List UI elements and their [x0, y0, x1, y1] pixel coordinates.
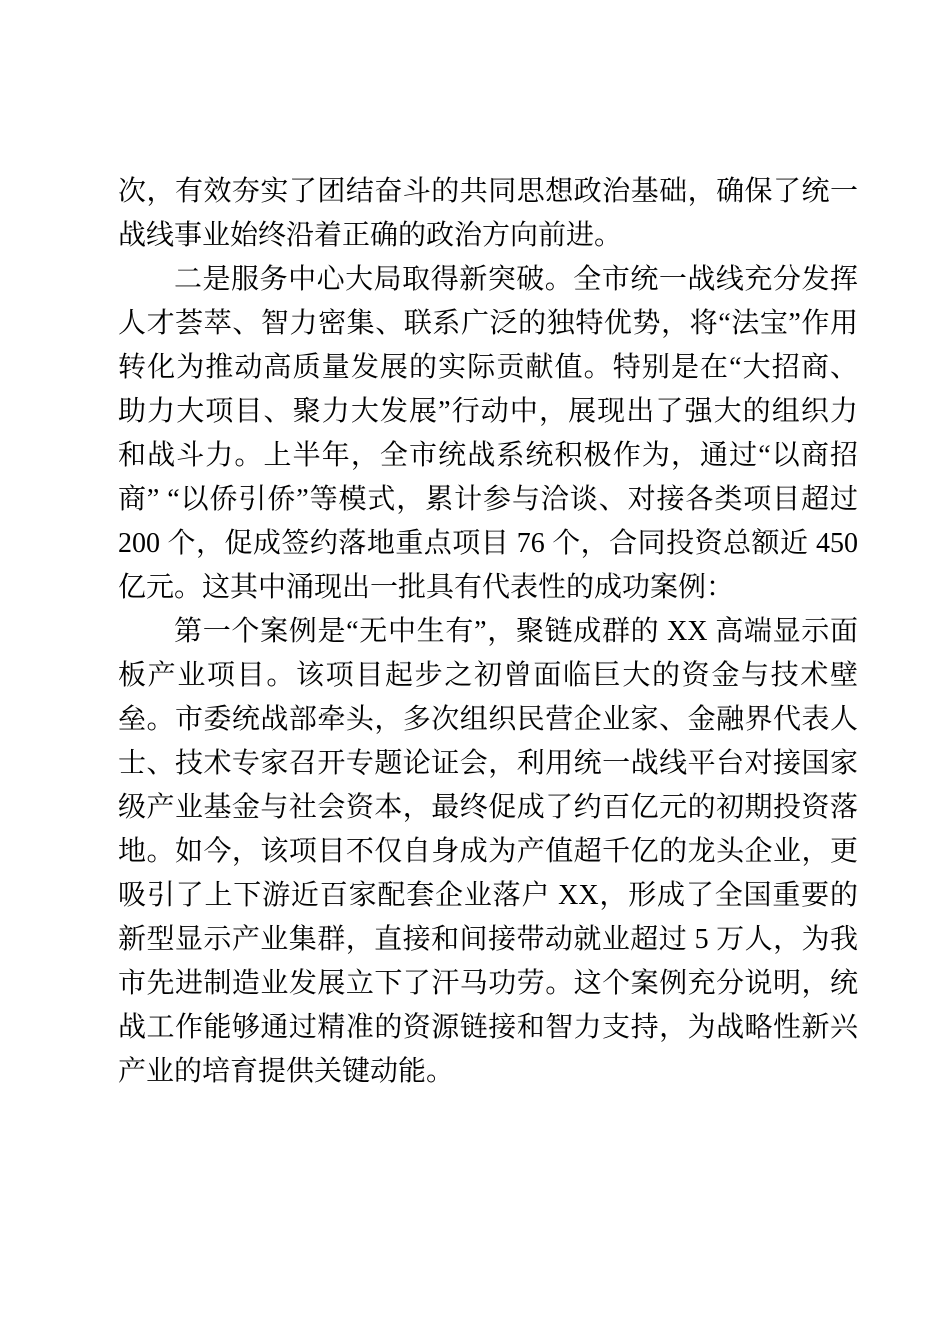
paragraph-continuation: 次，有效夯实了团结奋斗的共同思想政治基础，确保了统一战线事业始终沿着正确的政治方向前进。	[118, 176, 858, 251]
document-text-body	[118, 170, 858, 1094]
paragraph-point-two: 二是服务中心大局取得新突破。全市统一战线充分发挥人才荟萃、智力密集、联系广泛的独特优势，将“法宝”作用转化为推动高质量发展的实际贡献值。特别是在“大招商、助力大项目、聚力大发展”行动中，展现出了强大的组织力和战斗力。上半年，全市统战系统积极作为，通过“以商招商” “以侨引侨”等模式，累计参与洽谈、对接各类项目超过 200 个，促成签约落地重点项目 76 个，合同投资总额近 450 亿元。这其中涌现出一批具有代表性的成功案例：	[118, 264, 858, 603]
paragraph-case-one: 第一个案例是“无中生有”，聚链成群的 XX 高端显示面板产业项目。该项目起步之初曾面临巨大的资金与技术壁垒。市委统战部牵头，多次组织民营企业家、金融界代表人士、技术专家召开专题论证会，利用统一战线平台对接国家级产业基金与社会资本，最终促成了约百亿元的初期投资落地。如今，该项目不仅自身成为产值超千亿的龙头企业，更吸引了上下游近百家配套企业落户 XX，形成了全国重要的新型显示产业集群，直接和间接带动就业超过 5 万人，为我市先进制造业发展立下了汗马功劳。这个案例充分说明，统战工作能够通过精准的资源链接和智力支持，为战略性新兴产业的培育提供关键动能。	[118, 616, 858, 1087]
